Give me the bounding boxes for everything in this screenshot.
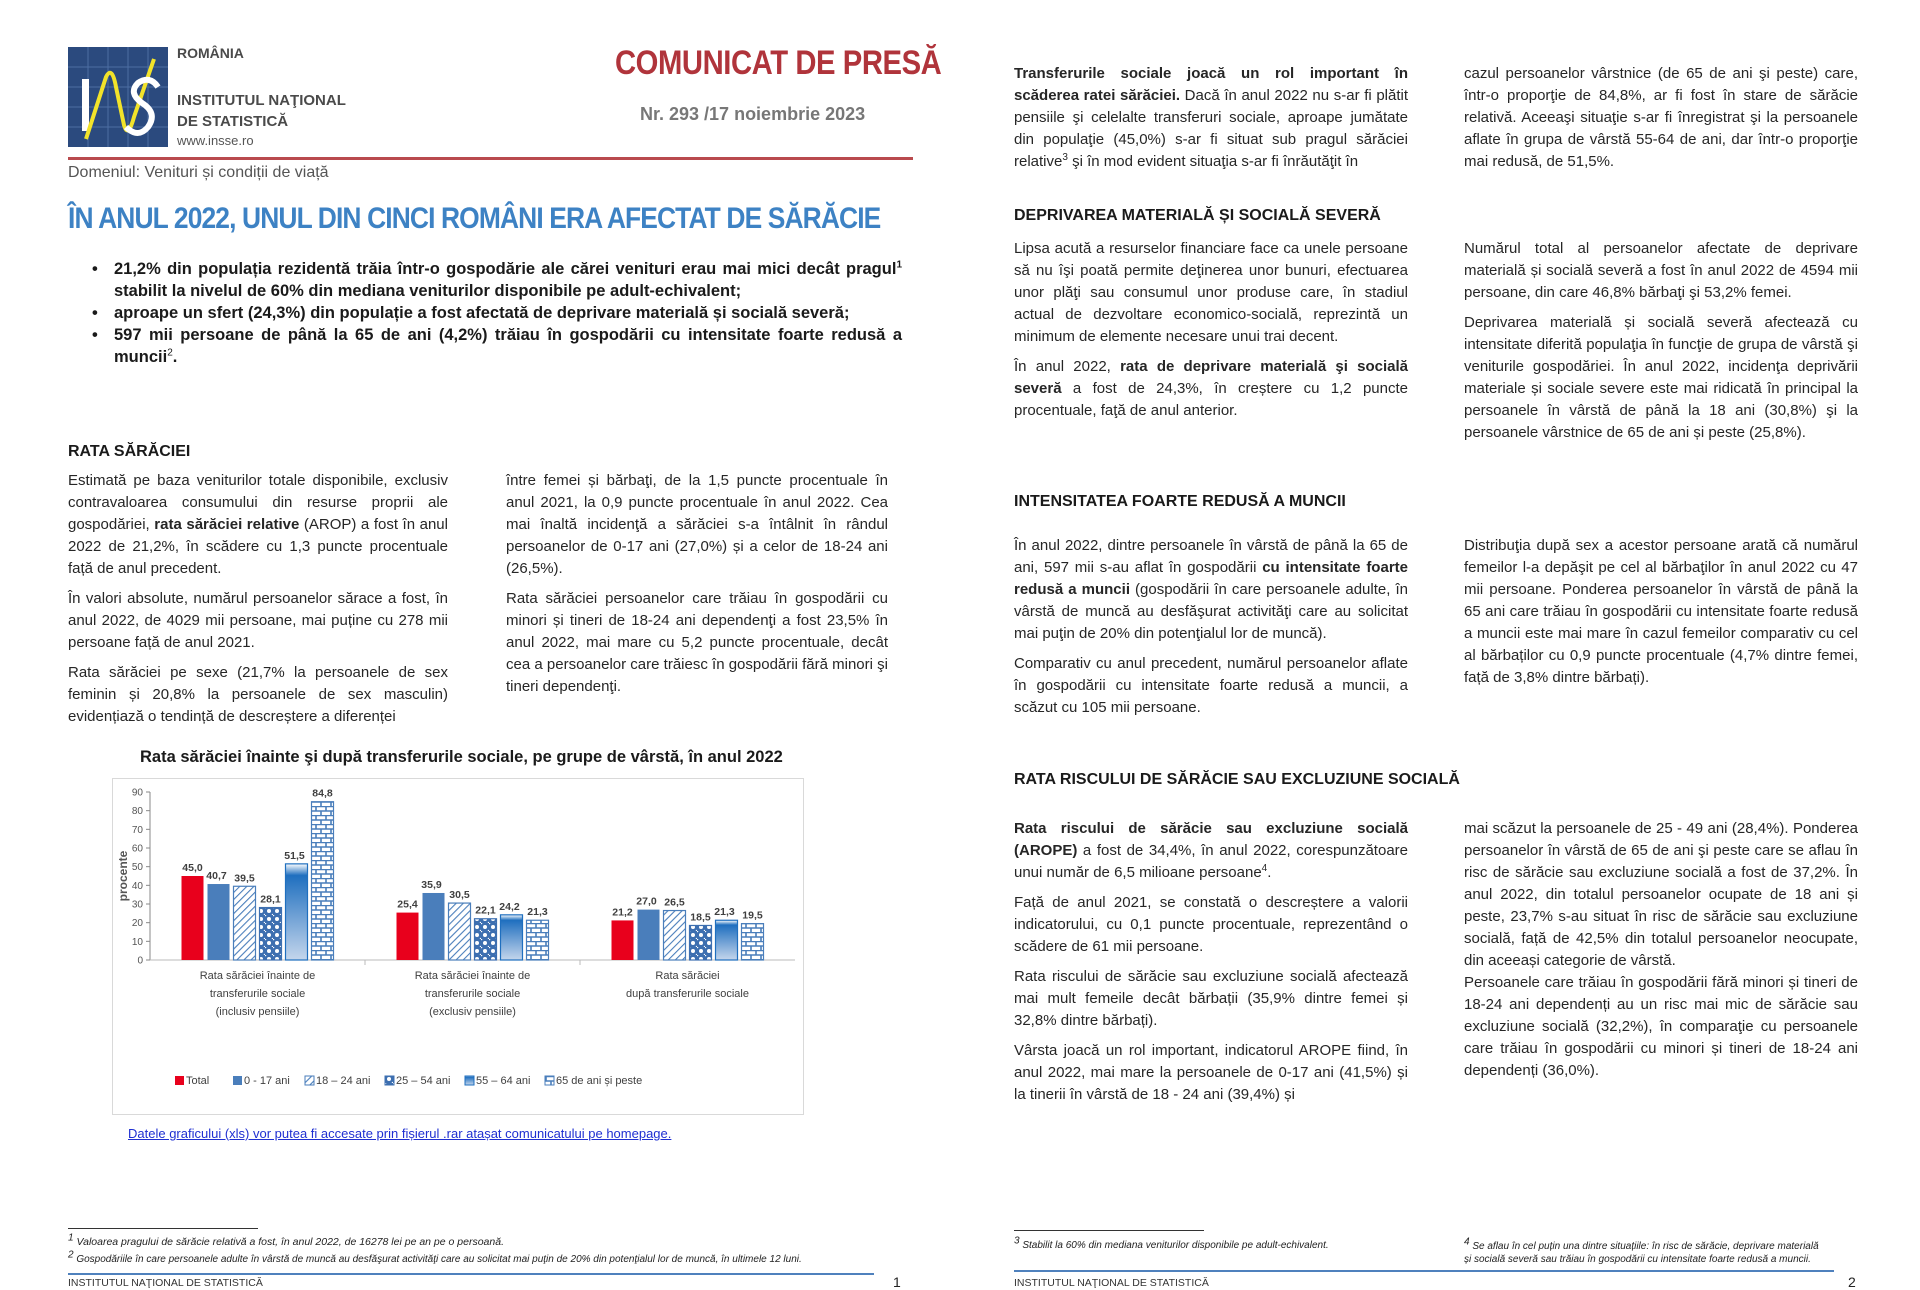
bar <box>423 893 445 960</box>
bar <box>690 925 712 960</box>
data-label: 84,8 <box>312 787 333 800</box>
data-label: 35,9 <box>421 878 442 891</box>
data-label: 21,3 <box>714 906 735 919</box>
y-tick-label: 0 <box>137 955 143 967</box>
x-category-label: după transferurile sociale <box>626 988 749 1000</box>
y-tick-label: 20 <box>131 918 143 930</box>
paragraph: Distribuţia după sex a acestor persoane arată că numărul femeilor l-a depăşit pe cel al bărbaţilor în anul 2022 cu 47 mii persoane. Ponderea persoanelor în vârstă de până la 65 ani care trăiau în gospodării cu intensitate foarte redusă a muncii este mai mare în cazul femeilor comparativ cu cel al bărbaților cu 0,9 puncte procentuale (4,7% dintre femei, față de 3,8% dintre bărbați). <box>1464 537 1858 686</box>
x-category-label: transferurile sociale <box>209 988 306 1000</box>
footnote-divider <box>68 1228 258 1229</box>
data-label: 18,5 <box>690 911 711 924</box>
data-label: 27,0 <box>636 895 657 908</box>
paragraph: Rata sărăciei persoanelor care trăiau în gospodării cu minori și tineri de 18-24 ani dependenţi a fost 23,5% în anul 2022, mai mare cu 5,2 puncte procentuale, decât cea a persoanelor care trăiesc în gospodării fără minori şi tineri dependenţi. <box>506 590 888 695</box>
domain-label: Domeniul: Venituri și condiții de viață <box>68 164 329 181</box>
institute-name-line2: DE STATISTICĂ <box>177 113 289 130</box>
paragraph: Rata sărăciei pe sexe (21,7% la persoanele de sex feminin și 20,8% la persoanele de sex masculin) evidențiază o tendință de descreștere a diferenței <box>68 664 448 725</box>
key-finding: • aproape un sfert (24,3%) din populație a fost afectată de deprivare materială și socială severă; <box>92 302 902 324</box>
paragraph: Transferurile sociale joacă un rol important în scăderea ratei sărăciei. Dacă în anul 2022 nu s-ar fi plătit pensiile şi celelalte transferuri sociale, aproape jumătate din populaţie (45,0%) s-ar fi situat sub pragul sărăciei relative$^3$ şi în mod evident situaţia s-ar fi înrăutăţit în <box>1014 65 1409 170</box>
x-category-label: Rata sărăciei înainte de <box>199 970 316 982</box>
data-label: 21,3 <box>527 906 548 919</box>
data-label: 39,5 <box>234 872 255 885</box>
header-divider <box>68 157 913 160</box>
x-category-label: (inclusiv pensiile) <box>215 1006 300 1018</box>
legend-label: 18 – 24 ani <box>316 1075 371 1087</box>
footer-divider <box>68 1273 874 1275</box>
section-heading-rata-saraciei: RATA SĂRĂCIEI <box>68 443 191 460</box>
paragraph: Numărul total al persoanelor afectate de deprivare materială și socială severă a fost în anul 2022 de 4594 mii persoane, din care 46,8% bărbaţi şi 53,2% femei. <box>1464 240 1858 301</box>
intensitate-left-column <box>1014 535 1408 727</box>
paragraph: Estimată pe baza veniturilor totale disponibile, exclusiv contravaloarea consumului din resurse proprii ale gospodăriei, rata sărăciei relative (AROP) a fost în anul 2022 de 21,2%, în scădere cu 1,3 puncte procentuale față de anul precedent. <box>68 472 448 577</box>
data-label: 40,7 <box>206 870 227 883</box>
bar <box>527 920 549 960</box>
paragraph: cazul persoanelor vârstnice (de 65 de ani şi peste) care, într-o proporţie de 84,8%, ar fi fost în stare de sărăcie relativă. Aceeaşi situaţie s-ar fi înregistrat şi la persoanele aflate în grupa de vârstă 55-64 de ani, dar într-o proporţie mai redusă, de 51,5%. <box>1464 65 1858 170</box>
y-tick-label: 80 <box>131 806 143 818</box>
x-category-label: transferurile sociale <box>424 988 521 1000</box>
data-label: 26,5 <box>664 896 685 909</box>
page-number: 1 <box>893 1274 901 1290</box>
paragraph: În anul 2022, rata de deprivare materială şi socială severă a fost de 24,3%, în creștere cu 1,2 puncte procentuale, faţă de anul anterior. <box>1014 358 1408 419</box>
chart-container <box>112 778 804 1115</box>
bar <box>260 908 282 960</box>
bar <box>312 802 334 960</box>
bar <box>716 920 738 960</box>
paragraph: Comparativ cu anul precedent, numărul persoanelor aflate în gospodării cu intensitate foarte redusă a muncii, a scăzut cu 105 mii persoane. <box>1014 655 1408 716</box>
footnote-4: $^4$ Se aflau în cel puțin una dintre situațiile: în risc de sărăcie, deprivare materială și socială severă sau trăiau în gospodării cu intensitate foarte redusă a muncii. <box>1464 1236 1819 1265</box>
ins-logo <box>68 47 168 147</box>
institute-country: ROMÂNIA <box>177 45 244 61</box>
main-title: ÎN ANUL 2022, UNUL DIN CINCI ROMÂNI ERA AFECTAT DE SĂRĂCIE <box>68 202 881 235</box>
page-2 <box>960 0 1920 1289</box>
y-tick-label: 40 <box>131 880 143 892</box>
chart-title: Rata sărăciei înainte şi după transferurile sociale, pe grupe de vârstă, în anul 2022 <box>140 748 783 766</box>
section-heading-deprivare: DEPRIVAREA MATERIALĂ ȘI SOCIALĂ SEVERĂ <box>1014 207 1381 224</box>
footnote-3: $^3$ Stabilit la 60% din mediana veniturilor disponibile pe adult-echivalent. <box>1014 1235 1329 1251</box>
transfer-right-column <box>1464 63 1858 181</box>
intensitate-right-column <box>1464 535 1858 697</box>
footer-divider <box>1014 1270 1834 1272</box>
legend-swatch <box>233 1076 242 1085</box>
section-heading-intensitate: INTENSITATEA FOARTE REDUSĂ A MUNCII <box>1014 493 1346 510</box>
y-axis-label: procente <box>116 850 130 902</box>
y-tick-label: 70 <box>131 824 143 836</box>
y-tick-label: 50 <box>131 862 143 874</box>
footnote-divider <box>1014 1230 1204 1231</box>
bar <box>397 913 419 960</box>
data-label: 24,2 <box>499 900 520 913</box>
institute-website[interactable]: www.insse.ro <box>177 133 254 148</box>
deprivare-left-column <box>1014 238 1408 430</box>
key-finding: • 597 mii persoane de până la 65 de ani (4,2%) trăiau în gospodării cu intensitate foarte redusă a muncii$^2$. <box>92 324 902 368</box>
footer-institute: INSTITUTUL NAŢIONAL DE STATISTICĂ <box>68 1277 263 1289</box>
institute-name-line1: INSTITUTUL NAŢIONAL <box>177 92 346 109</box>
chart-data-link[interactable]: Datele graficului (xls) vor putea fi accesate prin fișierul .rar atașat comunicatului pe homepage. <box>128 1126 672 1141</box>
y-tick-label: 60 <box>131 843 143 855</box>
data-label: 51,5 <box>284 849 305 862</box>
bar <box>475 919 497 960</box>
paragraph: Rata riscului de sărăcie sau excluziune socială afectează mai mult femeile decât bărbații (35,9% dintre femei și 32,8% dintre bărbați). <box>1014 968 1408 1029</box>
bar <box>182 876 204 960</box>
section-heading-arope: RATA RISCULUI DE SĂRĂCIE SAU EXCLUZIUNE SOCIALĂ <box>1014 771 1460 788</box>
legend-label: Total <box>186 1075 210 1087</box>
legend-label: 65 de ani și peste <box>556 1075 643 1087</box>
bar <box>286 864 308 960</box>
y-tick-label: 90 <box>131 787 143 799</box>
footnote-1: $^1$ Valoarea pragului de sărăcie relativă a fost, în anul 2022, de 16278 lei pe an pe o persoană. <box>68 1232 504 1248</box>
paragraph: mai scăzut la persoanele de 25 - 49 ani (28,4%). Ponderea persoanelor în vârstă de 65 de ani şi peste care se aflau în risc de sărăcie sau excluziune socială a fost de 37,2%. În anul 2022, din totalul persoanelor ocupate de 18 ani și peste, 23,7% s-au situat în risc de sărăcie sau excluziune socială, față de 42,5% din totalul persoanelor neocupate, din aceeași categorie de vârstă. <box>1464 820 1858 969</box>
data-label: 19,5 <box>742 909 763 922</box>
rata-saraciei-left-column <box>68 470 448 736</box>
press-release-title: COMUNICAT DE PRESĂ <box>615 44 942 82</box>
bar <box>664 911 686 960</box>
paragraph: Deprivarea materială și socială severă afectează cu intensitate diferită populaţia în funcţie de grupa de vârstă şi veniturile gospodăriei. În anul 2022, incidenţa deprivării materiale și sociale severe este mai ridicată în principal la persoanele în vârstă de până la 18 ani (30,8%) şi la persoanele vârstnice de 65 de ani și peste (25,8%). <box>1464 314 1858 441</box>
page-number: 2 <box>1848 1274 1856 1290</box>
legend-label: 25 – 54 ani <box>396 1075 451 1087</box>
bar <box>208 884 230 960</box>
x-category-label: Rata sărăciei <box>655 970 720 982</box>
bar <box>638 910 660 960</box>
transfer-left-column <box>1014 63 1408 181</box>
deprivare-right-column <box>1464 238 1858 452</box>
paragraph: Lipsa acută a resurselor financiare face ca unele persoane să nu îşi poată permite deţinerea unor bunuri, efectuarea unor plăţi sau consumul unor produse care, în stadiul actual de dezvoltare economico-socială, reprezintă un minimum de elemente necesare unui trai decent. <box>1014 240 1408 345</box>
bar <box>612 920 634 960</box>
bar <box>742 924 764 960</box>
legend-swatch <box>545 1076 554 1085</box>
legend-label: 0 - 17 ani <box>244 1075 290 1087</box>
data-label: 28,1 <box>260 893 281 906</box>
paragraph: între femei și bărbaţi, de la 1,5 puncte procentuale în anul 2021, la 0,9 puncte procentuale în anul 2022. Cea mai înaltă incidenţă a sărăciei s-a întâlnit în rândul persoanelor de 0-17 ani (27,0%) și a celor de 18-24 ani (26,5%). <box>506 472 888 577</box>
paragraph: Față de anul 2021, se constată o descreștere a valorii indicatorului, cu 0,1 puncte procentuale, reprezentând o scădere de 61 mii persoane. <box>1014 894 1408 955</box>
paragraph: Vârsta joacă un rol important, indicatorul AROPE fiind, în anul 2022, mai mare la persoanele de 0-17 ani (41,5%) și la tinerii în vârstă de 18 - 24 ani (39,4%) și <box>1014 1042 1408 1103</box>
y-tick-label: 30 <box>131 899 143 911</box>
institute-name <box>177 90 377 132</box>
x-category-label: Rata sărăciei înainte de <box>414 970 531 982</box>
bar <box>449 903 471 960</box>
legend-swatch <box>305 1076 314 1085</box>
data-label: 30,5 <box>449 889 470 902</box>
footer-institute: INSTITUTUL NAŢIONAL DE STATISTICĂ <box>1014 1277 1209 1289</box>
paragraph: Persoanele care trăiau în gospodării fără minori și tineri de 18-24 ani dependenți au un risc mai mic de sărăcie sau excluziune socială (32,2%), în comparaţie cu persoanele care trăiau în gospodării cu minori și tineri de 18-24 ani dependenți (36,0%). <box>1464 974 1858 1079</box>
y-tick-label: 10 <box>131 936 143 948</box>
paragraph: În valori absolute, numărul persoanelor sărace a fost, în anul 2022, de 4029 mii persoane, mai puține cu 278 mii persoane față de anul 2021. <box>68 590 448 651</box>
page-1 <box>0 0 960 1289</box>
arope-left-column <box>1014 818 1408 1114</box>
data-label: 22,1 <box>475 904 496 917</box>
data-label: 45,0 <box>182 862 203 874</box>
footnote-2: $^2$ Gospodăriile în care persoanele adulte în vârstă de muncă au desfăşurat activităţi care au solicitat mai puţin de 20% din potenţialul lor de muncă, în ultimele 12 luni. <box>68 1249 802 1265</box>
paragraph: În anul 2022, dintre persoanele în vârstă de până la 65 de ani, 597 mii s-au aflat în gospodării cu intensitate foarte redusă a muncii (gospodării în care persoanele adulte, în vârstă de muncă au desfăşurat activităţi care au solicitat mai puţin de 20% din potenţialul lor de muncă). <box>1014 537 1408 642</box>
bar <box>501 915 523 960</box>
key-finding: • 21,2% din populația rezidentă trăia într-o gospodărie ale cărei venituri erau mai mici decât pragul$^1$ stabilit la nivelul de 60% din mediana veniturilor disponibile pe adult-echivalent; <box>92 258 902 302</box>
press-release-number: Nr. 293 /17 noiembrie 2023 <box>640 104 866 124</box>
legend-swatch <box>465 1076 474 1085</box>
bar <box>234 886 256 960</box>
key-findings-list <box>92 258 902 368</box>
bar-chart <box>113 779 803 1114</box>
data-label: 25,4 <box>397 898 418 911</box>
legend-swatch <box>175 1076 184 1085</box>
arope-right-column <box>1464 818 1858 1090</box>
x-category-label: (exclusiv pensiile) <box>429 1006 516 1018</box>
data-label: 21,2 <box>612 906 633 919</box>
paragraph: Rata riscului de sărăcie sau excluziune socială (AROPE) a fost de 34,4%, în anul 2022, corespunzătoare unui număr de 6,5 milioane persoane$^4$. <box>1014 820 1408 881</box>
rata-saraciei-right-column <box>506 470 888 706</box>
legend-swatch <box>385 1076 394 1085</box>
legend-label: 55 – 64 ani <box>476 1075 531 1087</box>
